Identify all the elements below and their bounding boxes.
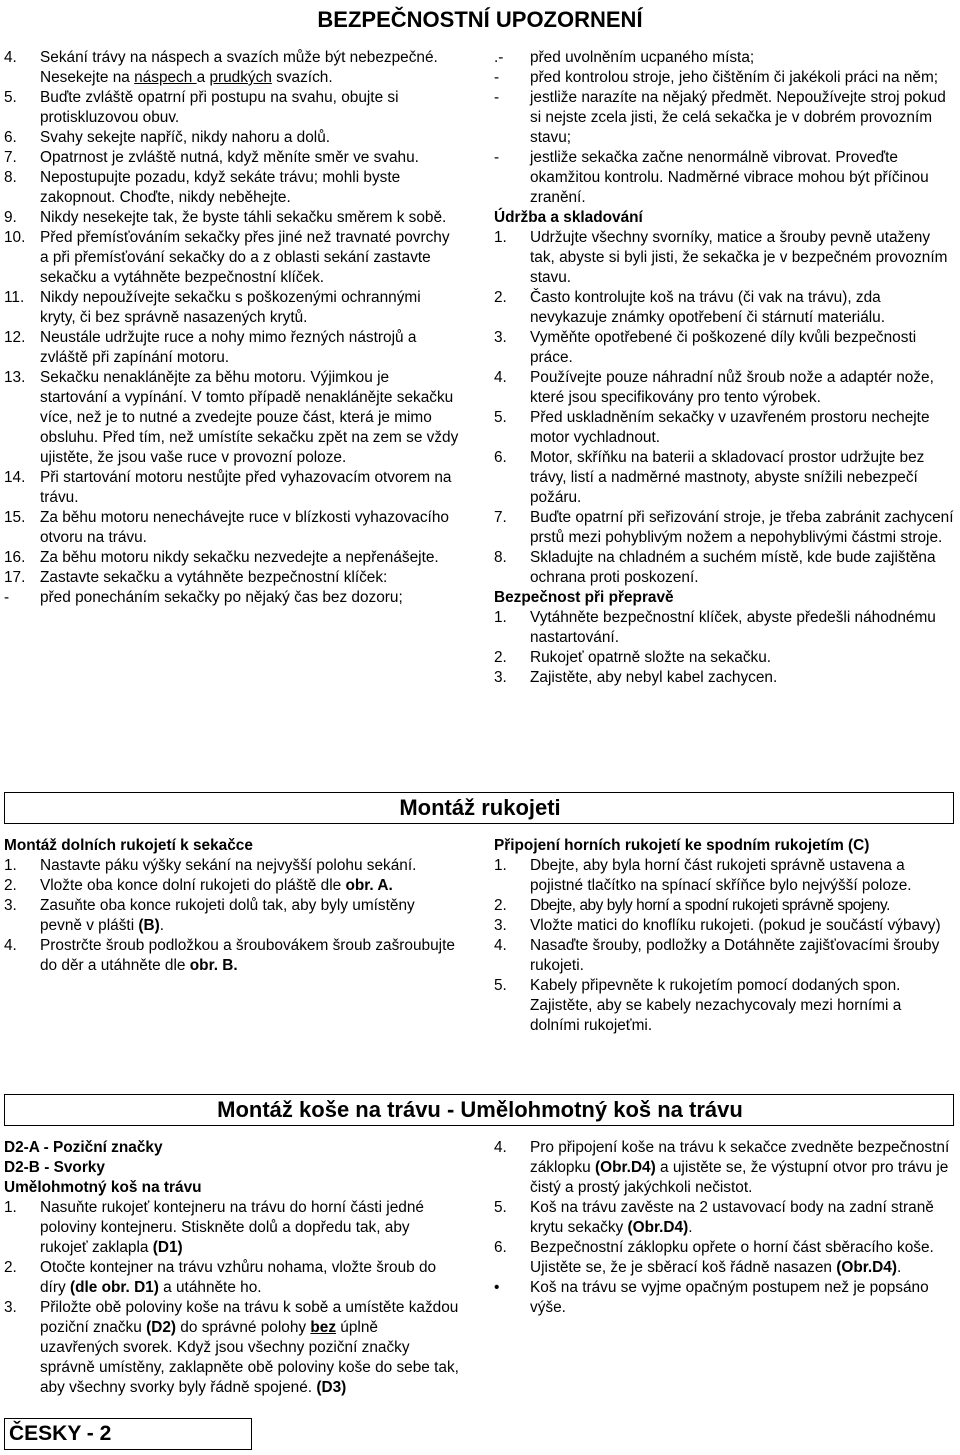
safety-right-column — [494, 48, 954, 688]
list-item-number: 2. — [4, 1259, 17, 1276]
list-item — [4, 288, 459, 328]
list-item — [494, 288, 954, 328]
list-item — [4, 128, 459, 148]
list-item-text: Buďte zvláště opatrní při postupu na svahu, obujte si protiskluzovou obuv. — [40, 89, 399, 126]
list-item-text: Dbejte, aby byly horní a spodní rukojeti správně spojeny. — [530, 897, 890, 914]
bag-right-column — [494, 1138, 954, 1318]
text-fragment: Zasuňte oba konce rukojeti dolů tak, aby byly umístěny pevně v plášti — [40, 897, 415, 934]
list-item-text: před ponecháním sekačky po nějaký čas bez dozoru; — [40, 589, 403, 606]
list-item — [494, 448, 954, 508]
list-item — [4, 368, 459, 468]
list-item-number: 8. — [4, 169, 17, 186]
list-item — [494, 896, 954, 916]
list-item — [4, 1258, 459, 1298]
text-fragment: Pro připojení koše na trávu k sekačce zvedněte bezpečnostní záklopku — [530, 1139, 950, 1176]
list-item — [494, 228, 954, 288]
list-item — [494, 548, 954, 588]
list-item — [494, 916, 954, 936]
list-item-number: 14. — [4, 469, 26, 486]
list-item — [494, 148, 954, 208]
list-item — [4, 856, 459, 876]
bag-right-list — [494, 1138, 954, 1318]
emphasis-text: (D3) — [316, 1379, 347, 1396]
list-item — [4, 896, 459, 936]
emphasis-text: obr. A. — [345, 877, 393, 894]
list-item-text — [40, 937, 455, 974]
list-item-text: Rukojeť opatrně složte na sekačku. — [530, 649, 772, 666]
list-item-text — [530, 1239, 934, 1276]
list-item — [494, 936, 954, 976]
text-fragment: Vložte oba konce dolní rukojeti do pláště dle — [40, 877, 346, 894]
bag-heading-plastic: Umělohmotný koš na trávu — [4, 1179, 202, 1196]
list-item-text: Motor, skříňku na baterii a skladovací prostor udržujte bez trávy, listí a nadměrné mastnoty, abyste snížili nebezpečí požáru. — [530, 449, 925, 506]
list-item-number: - — [4, 589, 10, 606]
lower-handles-column — [4, 836, 459, 976]
list-item-number: 4. — [494, 369, 507, 386]
list-item-number: 4. — [494, 1139, 507, 1156]
upper-handles-column — [494, 836, 954, 1036]
safety-left-column — [4, 48, 459, 608]
list-item-text — [530, 1139, 949, 1196]
upper-handles-list — [494, 856, 954, 1036]
list-item-number: 1. — [494, 229, 507, 246]
text-fragment: náspech — [134, 69, 197, 86]
list-item-number: 2. — [4, 877, 17, 894]
page-footer-language: ČESKY - 2 — [4, 1418, 252, 1450]
list-item — [4, 548, 459, 568]
list-item-text: jestliže sekačka začne nenormálně vibrovat. Proveďte okamžitou kontrolu. Nadměrné vibrace mohou být příčinou zranění. — [530, 149, 929, 206]
list-item — [4, 88, 459, 128]
list-item-number: 9. — [4, 209, 17, 226]
list-item-text: Skladujte na chladném a suchém místě, kde bude zajištěna ochrana proti poskození. — [530, 549, 936, 586]
emphasis-text: (Obr.D4) — [595, 1159, 656, 1176]
list-item-number: 2. — [494, 649, 507, 666]
list-item-number: 11. — [4, 289, 25, 306]
list-item-number: .- — [494, 49, 504, 66]
list-item-text: Za běhu motoru nikdy sekačku nezvedejte a nepřenášejte. — [40, 549, 439, 566]
list-item — [494, 48, 954, 68]
list-item-text — [40, 49, 438, 86]
list-item-number: 2. — [494, 289, 507, 306]
list-item-text: Často kontrolujte koš na trávu (či vak na trávu), zda nevykazuje známky opotřebení či stárnutí materiálu. — [530, 289, 886, 326]
list-item — [494, 668, 954, 688]
transport-heading: Bezpečnost při přepravě — [494, 589, 674, 606]
list-item-text: Nasaďte šrouby, podložky a Dotáhněte zajišťovacími šrouby rukojeti. — [530, 937, 940, 974]
bag-heading-clamps: D2-B - Svorky — [4, 1159, 105, 1176]
list-item — [494, 648, 954, 668]
list-item-number: 5. — [494, 1199, 507, 1216]
bag-heading-positions: D2-A - Poziční značky — [4, 1139, 163, 1156]
page-title: BEZPEČNOSTNÍ UPOZORNENÍ — [317, 7, 643, 32]
list-item-text: jestliže narazíte na nějaký předmět. Nepoužívejte stroj pokud si nejste zcela jisti, že celá sekačka je v dobrém provozním stavu; — [530, 89, 946, 146]
list-item — [4, 328, 459, 368]
list-item — [494, 976, 954, 1036]
list-item-text: Dbejte, aby byla horní část rukojeti správně ustavena a pojistné tlačítko na spínací skříňce bylo nejvýšší poloze. — [530, 857, 912, 894]
bag-left-list — [4, 1198, 459, 1398]
list-item-number: 3. — [494, 917, 507, 934]
list-item-number: 10. — [4, 229, 26, 246]
list-item-number: - — [494, 69, 500, 86]
list-item — [4, 1298, 459, 1398]
lower-handles-list — [4, 856, 459, 976]
list-item-number: 6. — [494, 1239, 507, 1256]
list-item-text — [40, 897, 415, 934]
list-item-number: 3. — [494, 329, 507, 346]
list-item-text: Kabely připevněte k rukojetím pomocí dodaných spon. Zajistěte, aby se kabely nezachycovaly mezi horními a dolními rukojeťmi. — [530, 977, 902, 1034]
list-item-number: 4. — [4, 937, 17, 954]
list-item-text — [40, 1259, 436, 1296]
safety-left-list — [4, 48, 459, 608]
list-item — [494, 1198, 954, 1238]
list-item — [4, 468, 459, 508]
list-item — [4, 168, 459, 208]
list-item — [4, 228, 459, 288]
text-fragment: Koš na trávu se vyjme opačným postupem než je popsáno výše. — [530, 1279, 929, 1316]
list-item-number: 1. — [4, 857, 17, 874]
list-item-number: 5. — [494, 977, 507, 994]
list-item-text: Před přemísťováním sekačky přes jiné než travnaté povrchy a při přemísťování sekačky do a z oblasti sekání zastavte sekačku a vytáhněte bezpečnostní klíček. — [40, 229, 450, 286]
list-item — [4, 508, 459, 548]
list-item-text: Nikdy nesekejte tak, že byste táhli sekačku směrem k sobě. — [40, 209, 447, 226]
list-item-text: Neustále udržujte ruce a nohy mimo řezných nástrojů a zvláště při zapínání motoru. — [40, 329, 417, 366]
list-item — [494, 408, 954, 448]
list-item-number: 13. — [4, 369, 26, 386]
list-item — [494, 608, 954, 648]
bag-left-column — [4, 1138, 459, 1398]
text-fragment: prudkých — [209, 69, 272, 86]
list-item-text: Zajistěte, aby nebyl kabel zachycen. — [530, 669, 778, 686]
list-item-text: Sekačku nenaklánějte za běhu motoru. Výjimkou je startování a vypínání. V tomto případě nenaklánějte sekačku více, než je to nutné a zvedejte pouze část, která je mimo obsluhu. Před tím, než umístíte sekačku zpět na zem se vždy ujistěte, že jsou vaše ruce v provozní poloze. — [40, 369, 459, 466]
list-item — [494, 1238, 954, 1278]
emphasis-text: (dle obr. D1) — [69, 1279, 159, 1296]
list-item-text — [530, 1279, 929, 1316]
list-item-number: 3. — [494, 669, 507, 686]
text-fragment: . — [688, 1219, 693, 1236]
list-item-number: 12. — [4, 329, 26, 346]
text-fragment: do správné polohy — [176, 1319, 311, 1336]
bag-section-title — [0, 1096, 960, 1124]
list-item-number: 17. — [4, 569, 26, 586]
list-item-text — [40, 877, 393, 894]
list-item-number: 5. — [494, 409, 507, 426]
list-item — [494, 328, 954, 368]
list-item-number: 15. — [4, 509, 26, 526]
text-fragment: . — [159, 917, 165, 934]
emphasis-text: bez — [310, 1319, 337, 1336]
list-item-text — [40, 1299, 459, 1396]
text-fragment: Nastavte páku výšky sekání na nejvyšší polohu sekání. — [40, 857, 417, 874]
list-item — [494, 1138, 954, 1198]
list-item-number: • — [494, 1279, 500, 1296]
text-fragment: Nasuňte rukojeť kontejneru na trávu do horní části jedné poloviny kontejneru. Stiskněte dolů a dopředu tak, aby rukojeť zaklapla — [40, 1199, 424, 1256]
list-item-text: Nepostupujte pozadu, když sekáte trávu; mohli byste zakopnout. Choďte, nikdy neběhejte. — [40, 169, 401, 206]
list-item-text: Opatrnost je zvláště nutná, když měníte směr ve svahu. — [40, 149, 419, 166]
lower-handles-heading: Montáž dolních rukojetí k sekačce — [4, 837, 253, 854]
list-item-number: 16. — [4, 549, 26, 566]
list-item-number: 6. — [4, 129, 17, 146]
maintenance-heading: Údržba a skladování — [494, 209, 643, 226]
list-item — [494, 856, 954, 896]
list-item-number: 3. — [4, 897, 17, 914]
transport-list — [494, 608, 954, 688]
list-item — [4, 208, 459, 228]
list-item-text — [530, 1199, 934, 1236]
safety-right-bullets — [494, 48, 954, 208]
list-item-text: Před uskladněním sekačky v uzavřeném prostoru nechejte motor vychladnout. — [530, 409, 930, 446]
text-fragment: Koš na trávu zavěste na 2 ustavovací body na zadní straně krytu sekačky — [530, 1199, 934, 1236]
list-item-text — [40, 1199, 424, 1256]
list-item-number: 2. — [494, 897, 507, 914]
text-fragment: Sekání trávy na náspech a svazích může být nebezpečné. Nesekejte na — [40, 49, 438, 86]
list-item-text: Nikdy nepoužívejte sekačku s poškozenými ochrannými kryty, či bez správně nasazených krytů. — [40, 289, 421, 326]
list-item-number: 7. — [494, 509, 507, 526]
list-item-text: Buďte opatrní při seřizování stroje, je třeba zabránit zachycení prstů mezi pohyblivým nožem a nepohyblivými částmi stroje. — [530, 509, 954, 546]
text-fragment: a ujistěte se, že výstupní otvor pro trávu je čistý a prostý jakýchkoli nečistot. — [530, 1159, 949, 1196]
list-item — [4, 588, 459, 608]
emphasis-text: (Obr.D4) — [836, 1259, 897, 1276]
list-item-number: - — [494, 149, 500, 166]
list-item — [4, 876, 459, 896]
list-item — [494, 508, 954, 548]
emphasis-text: (Obr.D4) — [627, 1219, 689, 1236]
text-fragment: Přiložte obě poloviny koše na trávu k sobě a umístěte každou poziční značku — [40, 1299, 459, 1336]
list-item-number: - — [494, 89, 500, 106]
list-item — [494, 1278, 954, 1318]
list-item-text: před kontrolou stroje, jeho čištěním či jakékoli práci na něm; — [530, 69, 939, 86]
handle-section-title-text: Montáž rukojeti — [391, 795, 568, 820]
list-item-number: 1. — [494, 857, 507, 874]
text-fragment: Prostrčte šroub podložkou a šroubovákem šroub zašroubujte do děr a utáhněte dle — [40, 937, 455, 974]
list-item-number: 4. — [494, 937, 507, 954]
list-item-text: Vložte matici do knoflíku rukojeti. (pokud je součástí výbavy) — [530, 917, 941, 934]
list-item-number: 3. — [4, 1299, 17, 1316]
emphasis-text: (D1) — [152, 1239, 183, 1256]
list-item-text: Zastavte sekačku a vytáhněte bezpečnostní klíček: — [40, 569, 388, 586]
list-item-text: Při startování motoru nestůjte před vyhazovacím otvorem na trávu. — [40, 469, 452, 506]
list-item — [4, 936, 459, 976]
list-item-text: Svahy sekejte napříč, nikdy nahoru a dolů. — [40, 129, 331, 146]
text-fragment: . — [896, 1259, 902, 1276]
text-fragment: a utáhněte ho. — [158, 1279, 262, 1296]
list-item-number: 4. — [4, 49, 17, 66]
list-item-text: Vyměňte opotřebené či poškozené díly kvůli bezpečnosti práce. — [530, 329, 917, 366]
list-item-number: 1. — [494, 609, 507, 626]
list-item-text: Vytáhněte bezpečnostní klíček, abyste předešli náhodnému nastartování. — [530, 609, 936, 646]
emphasis-text: obr. B. — [189, 957, 238, 974]
list-item-text: před uvolněním ucpaného místa; — [530, 49, 755, 66]
text-fragment: svazích. — [271, 69, 333, 86]
list-item-number: 8. — [494, 549, 507, 566]
text-fragment: Bezpečnostní záklopku opřete o horní část sběracího koše. Ujistěte se, že je sběrací koš řádně nasazen — [530, 1239, 934, 1276]
list-item-number: 1. — [4, 1199, 17, 1216]
emphasis-text: (B) — [138, 917, 160, 934]
list-item-text: Udržujte všechny svorníky, matice a šrouby pevně utaženy tak, abyste si byli jisti, že sekačka je v bezpečném provozním stavu. — [530, 229, 948, 286]
list-item-number: 6. — [494, 449, 507, 466]
list-item-text: Za běhu motoru nenechávejte ruce v blízkosti vyhazovacího otvoru na trávu. — [40, 509, 449, 546]
list-item-number: 7. — [4, 149, 17, 166]
text-fragment: a — [196, 69, 210, 86]
emphasis-text: (D2) — [146, 1319, 177, 1336]
text-fragment: úplně uzavřených svorek. Když jsou všechny poziční značky správně umístěny, zaklapněte obě poloviny koše do sebe tak, aby všechny svorky byly řádně spojené. — [40, 1319, 459, 1396]
upper-handles-heading: Připojení horních rukojetí ke spodním rukojetím (C) — [494, 837, 870, 854]
list-item-number: 5. — [4, 89, 17, 106]
list-item — [4, 48, 459, 88]
maintenance-list — [494, 228, 954, 588]
text-fragment: Otočte kontejner na trávu vzhůru nohama, vložte šroub do díry — [40, 1259, 437, 1296]
list-item-text: Používejte pouze náhradní nůž šroub nože a adaptér nože, které jsou specifikovány pro tento výrobek. — [530, 369, 934, 406]
list-item — [4, 1198, 459, 1258]
list-item — [494, 88, 954, 148]
list-item — [494, 368, 954, 408]
list-item-text — [40, 857, 416, 874]
bag-section-title-text: Montáž koše na trávu - Umělohmotný koš na trávu — [209, 1097, 751, 1122]
list-item — [4, 148, 459, 168]
list-item — [494, 68, 954, 88]
handle-section-title — [0, 794, 960, 822]
list-item — [4, 568, 459, 588]
